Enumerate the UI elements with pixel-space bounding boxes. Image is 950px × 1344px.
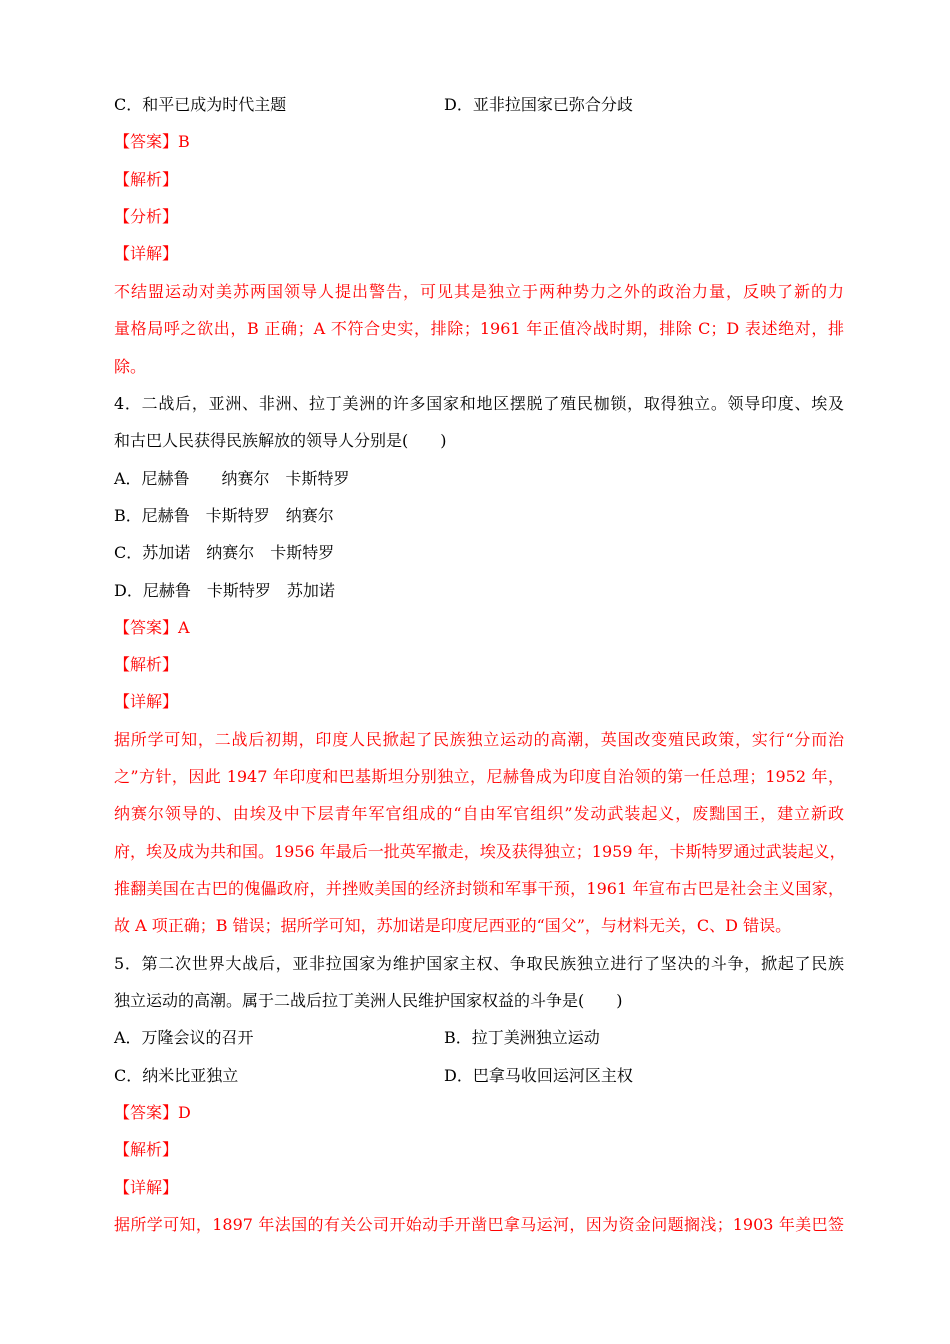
q3-detail-label: 【详解】 bbox=[114, 244, 179, 263]
q3-detail-line: 除。 bbox=[114, 357, 147, 376]
q3-answer bbox=[114, 131, 190, 153]
q4-option-a: A．尼赫鲁 纳赛尔 卡斯特罗 bbox=[114, 469, 350, 488]
q4-detail-line: 之”方针，因此 1947 年印度和巴基斯坦分别独立，尼赫鲁成为印度自治领的第一任总理；1952 年， bbox=[114, 767, 844, 786]
q4-detail-line: 纳赛尔领导的、由埃及中下层青年军官组成的“自由军官组织”发动武装起义，废黜国王，建立新政 bbox=[114, 804, 844, 823]
q3-analysis-label: 【解析】 bbox=[114, 170, 179, 189]
q5-stem-line: 5．第二次世界大战后，亚非拉国家为维护国家主权、争取民族独立进行了坚决的斗争，掀起了民族 bbox=[114, 954, 844, 973]
q4-detail-line: 府，埃及成为共和国。1956 年最后一批英军撤走，埃及获得独立；1959 年，卡斯特罗通过武装起义， bbox=[114, 842, 846, 861]
answer-value: B bbox=[178, 132, 190, 151]
q4-answer bbox=[114, 617, 190, 639]
q3-fenxi-label: 【分析】 bbox=[114, 207, 179, 226]
answer-label: 【答案】 bbox=[114, 618, 179, 637]
q4-detail-line: 故 A 项正确；B 错误；据所学可知，苏加诺是印度尼西亚的“国父”，与材料无关，C、D 错误。 bbox=[114, 916, 792, 935]
q3-option-d: D．亚非拉国家已弥合分歧 bbox=[444, 95, 633, 114]
q4-option-b: B．尼赫鲁 卡斯特罗 纳赛尔 bbox=[114, 506, 334, 525]
q5-answer bbox=[114, 1102, 191, 1124]
q4-stem-line: 和古巴人民获得民族解放的领导人分别是( ) bbox=[114, 431, 447, 450]
q5-detail-line: 据所学可知，1897 年法国的有关公司开始动手开凿巴拿马运河，因为资金问题搁浅；1903 年美巴签 bbox=[114, 1215, 844, 1234]
answer-value: A bbox=[178, 618, 190, 637]
q4-analysis-label: 【解析】 bbox=[114, 655, 179, 674]
q4-detail-line: 推翻美国在古巴的傀儡政府，并挫败美国的经济封锁和军事干预，1961 年宣布古巴是社会主义国家， bbox=[114, 879, 844, 898]
answer-label: 【答案】 bbox=[114, 132, 179, 151]
q3-detail-line: 量格局呼之欲出，B 正确；A 不符合史实，排除；1961 年正值冷战时期，排除 C；D 表述绝对，排 bbox=[114, 319, 844, 338]
q3-option-c: C．和平已成为时代主题 bbox=[114, 95, 287, 114]
q3-detail-line: 不结盟运动对美苏两国领导人提出警告，可见其是独立于两种势力之外的政治力量，反映了新的力 bbox=[114, 282, 844, 301]
q4-option-c: C．苏加诺 纳赛尔 卡斯特罗 bbox=[114, 543, 335, 562]
q5-option-b: B．拉丁美洲独立运动 bbox=[444, 1028, 600, 1047]
q4-detail-line: 据所学可知，二战后初期，印度人民掀起了民族独立运动的高潮，英国改变殖民政策，实行“分而治 bbox=[114, 730, 844, 749]
answer-label: 【答案】 bbox=[114, 1103, 179, 1122]
q4-option-d: D．尼赫鲁 卡斯特罗 苏加诺 bbox=[114, 581, 335, 600]
q5-option-a: A．万隆会议的召开 bbox=[114, 1028, 254, 1047]
q4-detail-label: 【详解】 bbox=[114, 692, 179, 711]
q5-analysis-label: 【解析】 bbox=[114, 1140, 179, 1159]
q5-detail-label: 【详解】 bbox=[114, 1178, 179, 1197]
q5-stem-line: 独立运动的高潮。属于二战后拉丁美洲人民维护国家权益的斗争是( ) bbox=[114, 991, 623, 1010]
answer-value: D bbox=[178, 1103, 191, 1122]
q5-option-d: D．巴拿马收回运河区主权 bbox=[444, 1066, 633, 1085]
q4-stem-line: 4．二战后，亚洲、非洲、拉丁美洲的许多国家和地区摆脱了殖民枷锁，取得独立。领导印度、埃及 bbox=[114, 394, 844, 413]
q5-option-c: C．纳米比亚独立 bbox=[114, 1066, 239, 1085]
